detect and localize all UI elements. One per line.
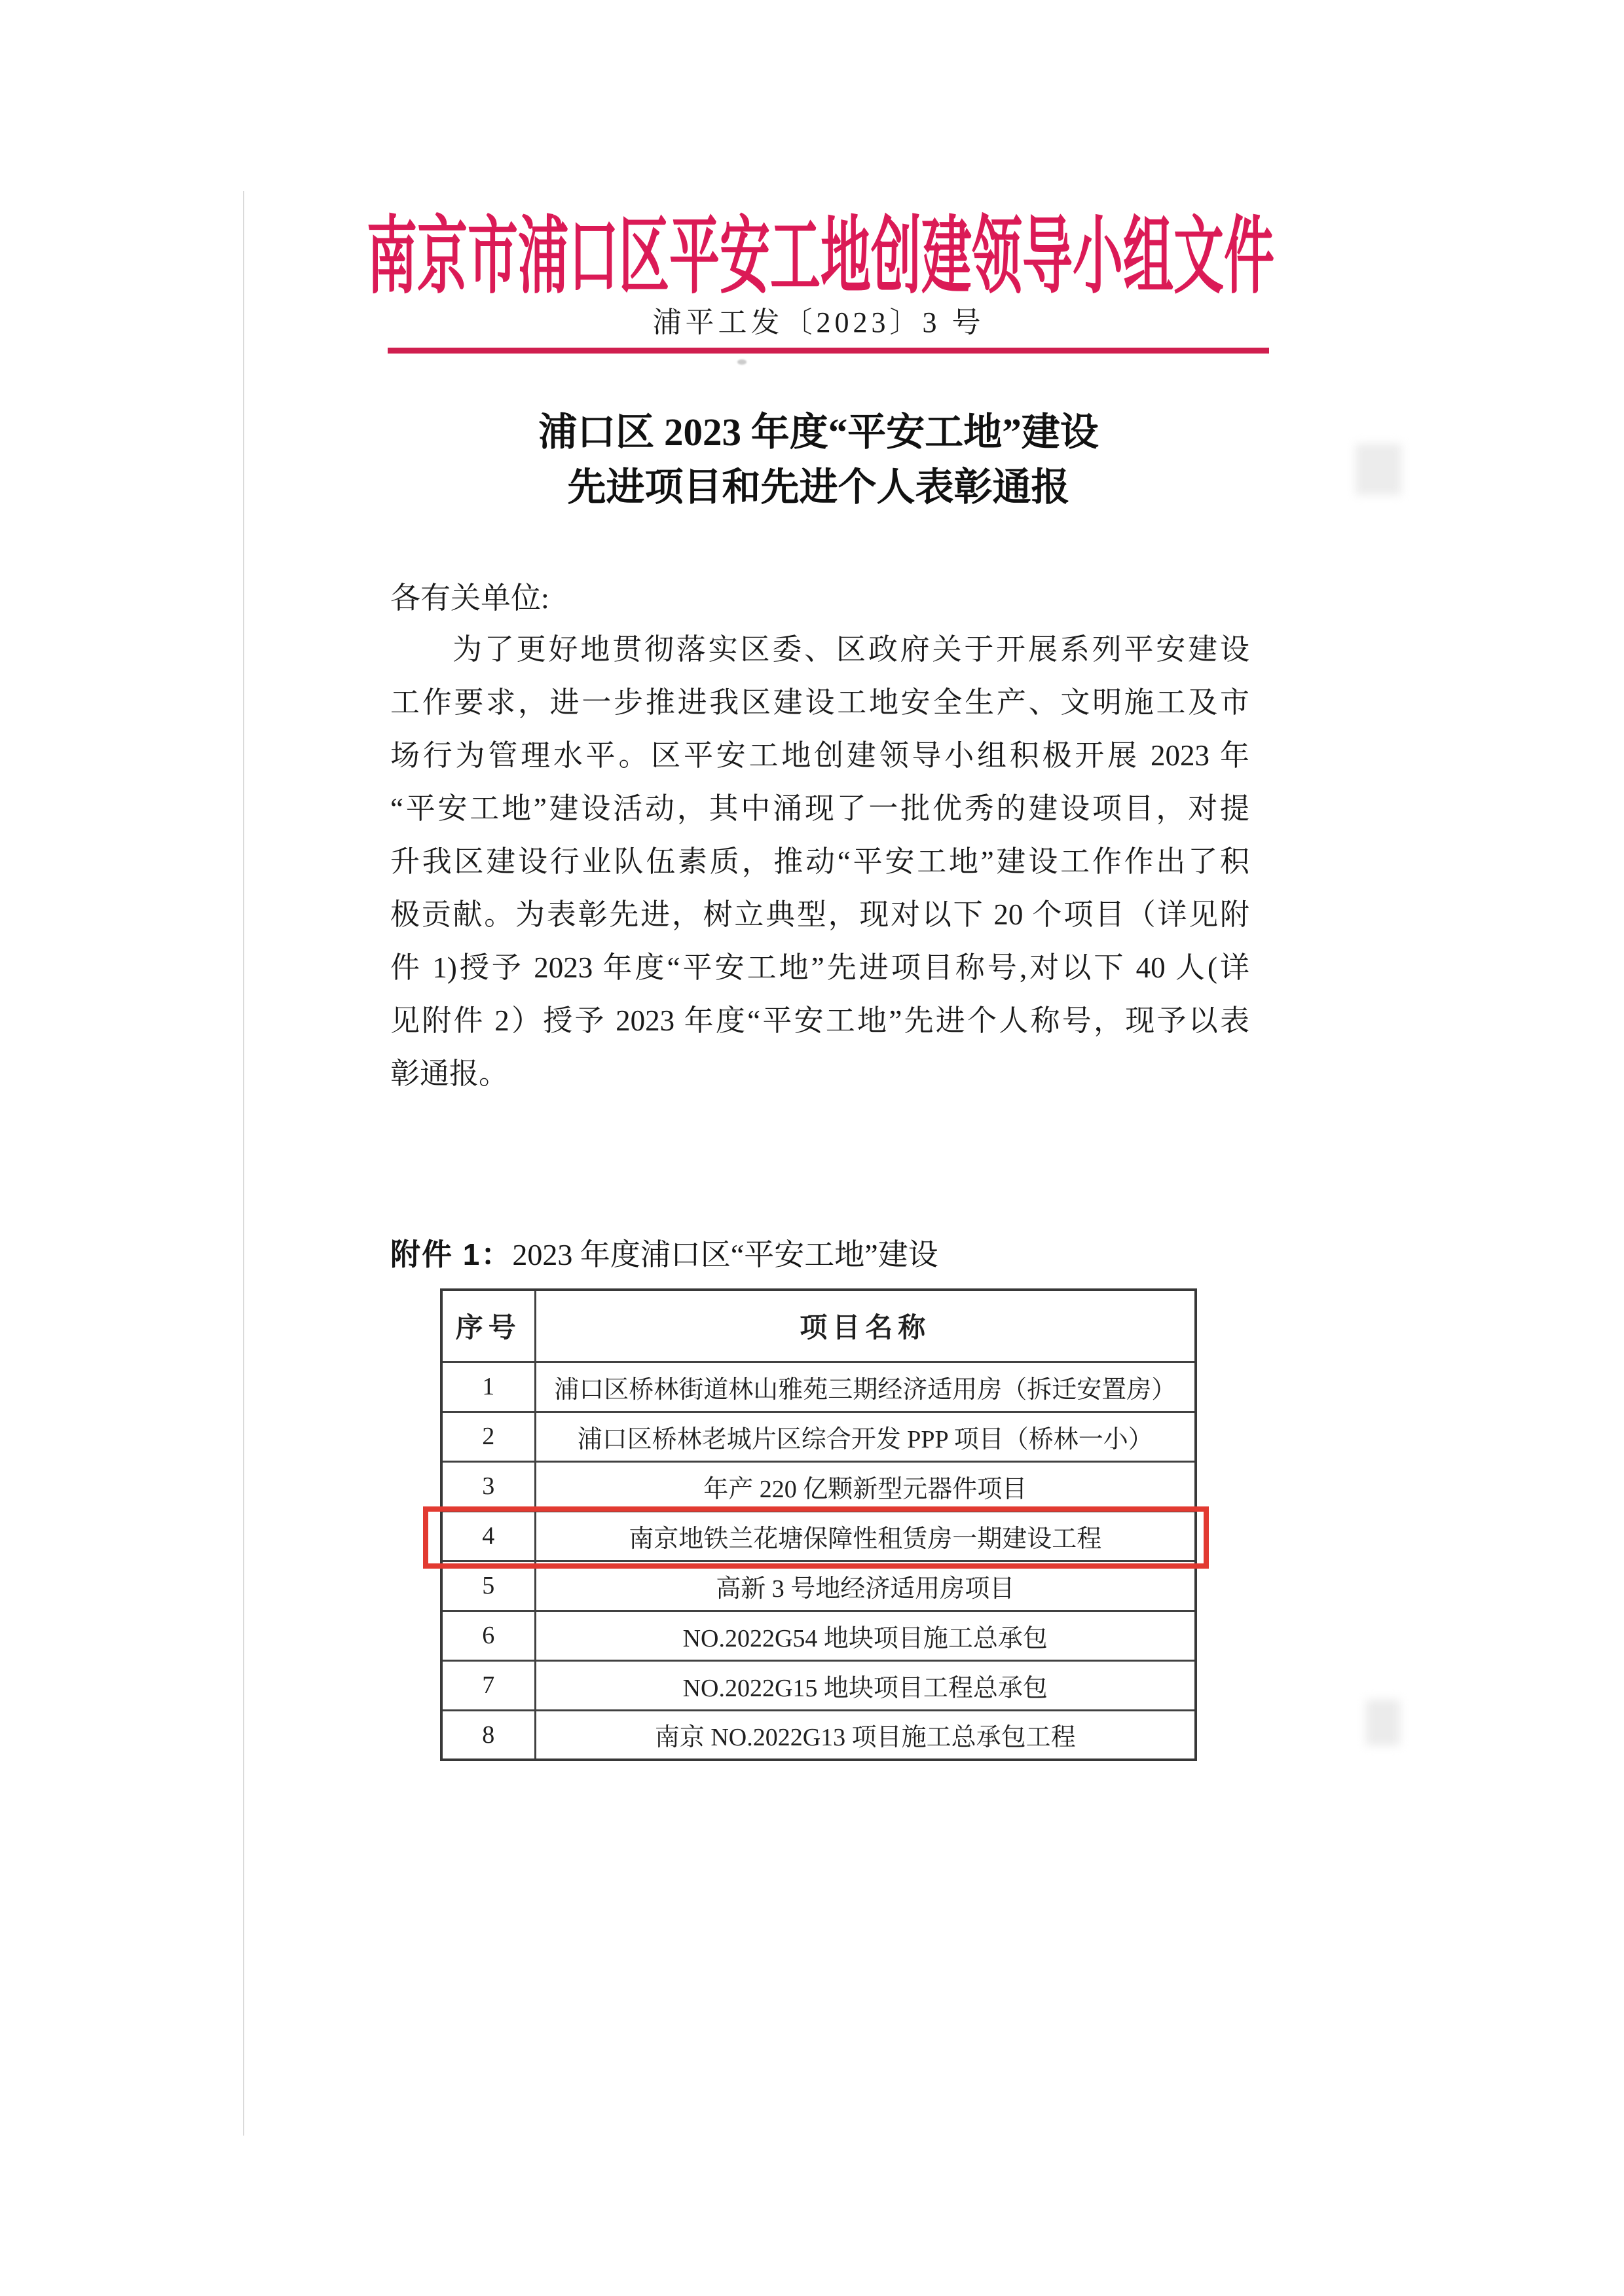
table-row (441, 1611, 1196, 1660)
table-row-name-cell: 浦口区桥林老城片区综合开发 PPP 项目（桥林一小） (535, 1412, 1196, 1461)
table-row-number-cell: 6 (441, 1611, 535, 1660)
attachment-label: 附件 1： (390, 1237, 513, 1271)
document-title-line1: 浦口区 2023 年度“平安工地”建设 (538, 410, 1099, 454)
table-header-no: 序号 (441, 1290, 535, 1362)
table-header-name: 项目名称 (535, 1290, 1196, 1362)
attachment-heading (390, 1231, 938, 1274)
table-row-name-cell: 高新 3 号地经济适用房项目 (535, 1561, 1196, 1611)
table-row-number-cell: 5 (441, 1561, 535, 1611)
red-separator-rule (388, 348, 1269, 354)
table-row-number-cell: 2 (441, 1412, 535, 1461)
salutation: 各有关单位: (390, 581, 549, 615)
table-row-name-cell: 年产 220 亿颗新型元器件项目 (535, 1461, 1196, 1511)
scan-smudge (1366, 1700, 1400, 1745)
table-row (441, 1412, 1196, 1461)
body-paragraph (390, 623, 1249, 1101)
table-row-number-cell: 8 (441, 1710, 535, 1760)
table-row (441, 1660, 1196, 1710)
table-row-highlighted (441, 1511, 1196, 1561)
document-title (367, 405, 1270, 515)
attachment-title: 2023 年度浦口区“平安工地”建设 (512, 1238, 938, 1271)
table-row-number-cell: 1 (441, 1362, 535, 1412)
attachment1-table (440, 1288, 1197, 1761)
body-line: “平安工地”建设活动，其中涌现了一批优秀的建设项目，对提 (390, 792, 1249, 825)
scan-edge-line (243, 191, 244, 2136)
table-row-name-cell: 浦口区桥林街道林山雅苑三期经济适用房（拆迁安置房） (535, 1362, 1196, 1412)
table-row (441, 1461, 1196, 1511)
scan-speck (737, 359, 747, 365)
document-title-line2: 先进项目和先进个人表彰通报 (567, 465, 1070, 509)
table-row-number-cell: 3 (441, 1461, 535, 1511)
scan-smudge (1356, 444, 1401, 495)
body-line: 场行为管理水平。区平安工地创建领导小组积极开展 2023 年 (390, 739, 1249, 772)
body-line: 升我区建设行业队伍素质，推动“平安工地”建设工作作出了积 (390, 845, 1249, 878)
table-row-name-cell: NO.2022G54 地块项目施工总承包 (535, 1611, 1196, 1660)
table-row-number-cell: 7 (441, 1660, 535, 1710)
document-number: 浦平工发〔2023〕3 号 (652, 306, 985, 338)
body-line: 见附件 2）授予 2023 年度“平安工地”先进个人称号，现予以表 (390, 1004, 1249, 1037)
table-row (441, 1561, 1196, 1611)
table-row-number-cell: 4 (441, 1511, 535, 1561)
body-line: 为了更好地贯彻落实区委、区政府关于开展系列平安建设 (452, 633, 1249, 666)
table-row-name-cell: NO.2022G15 地块项目工程总承包 (535, 1660, 1196, 1710)
body-line: 极贡献。为表彰先进，树立典型，现对以下 20 个项目（详见附 (390, 898, 1249, 931)
body-line: 件 1)授予 2023 年度“平安工地”先进项目称号,对以下 40 人(详 (390, 951, 1249, 984)
table-row-name-cell: 南京 NO.2022G13 项目施工总承包工程 (535, 1710, 1196, 1760)
table-row (441, 1362, 1196, 1412)
letterhead-title: 南京市浦口区平安工地创建领导小组文件 (367, 209, 1274, 304)
body-line: 彰通报。 (390, 1057, 509, 1090)
table-header-row (441, 1290, 1196, 1362)
table-row-name-cell: 南京地铁兰花塘保障性租赁房一期建设工程 (535, 1511, 1196, 1561)
table-row (441, 1710, 1196, 1760)
body-line: 工作要求，进一步推进我区建设工地安全生产、文明施工及市 (390, 686, 1249, 719)
